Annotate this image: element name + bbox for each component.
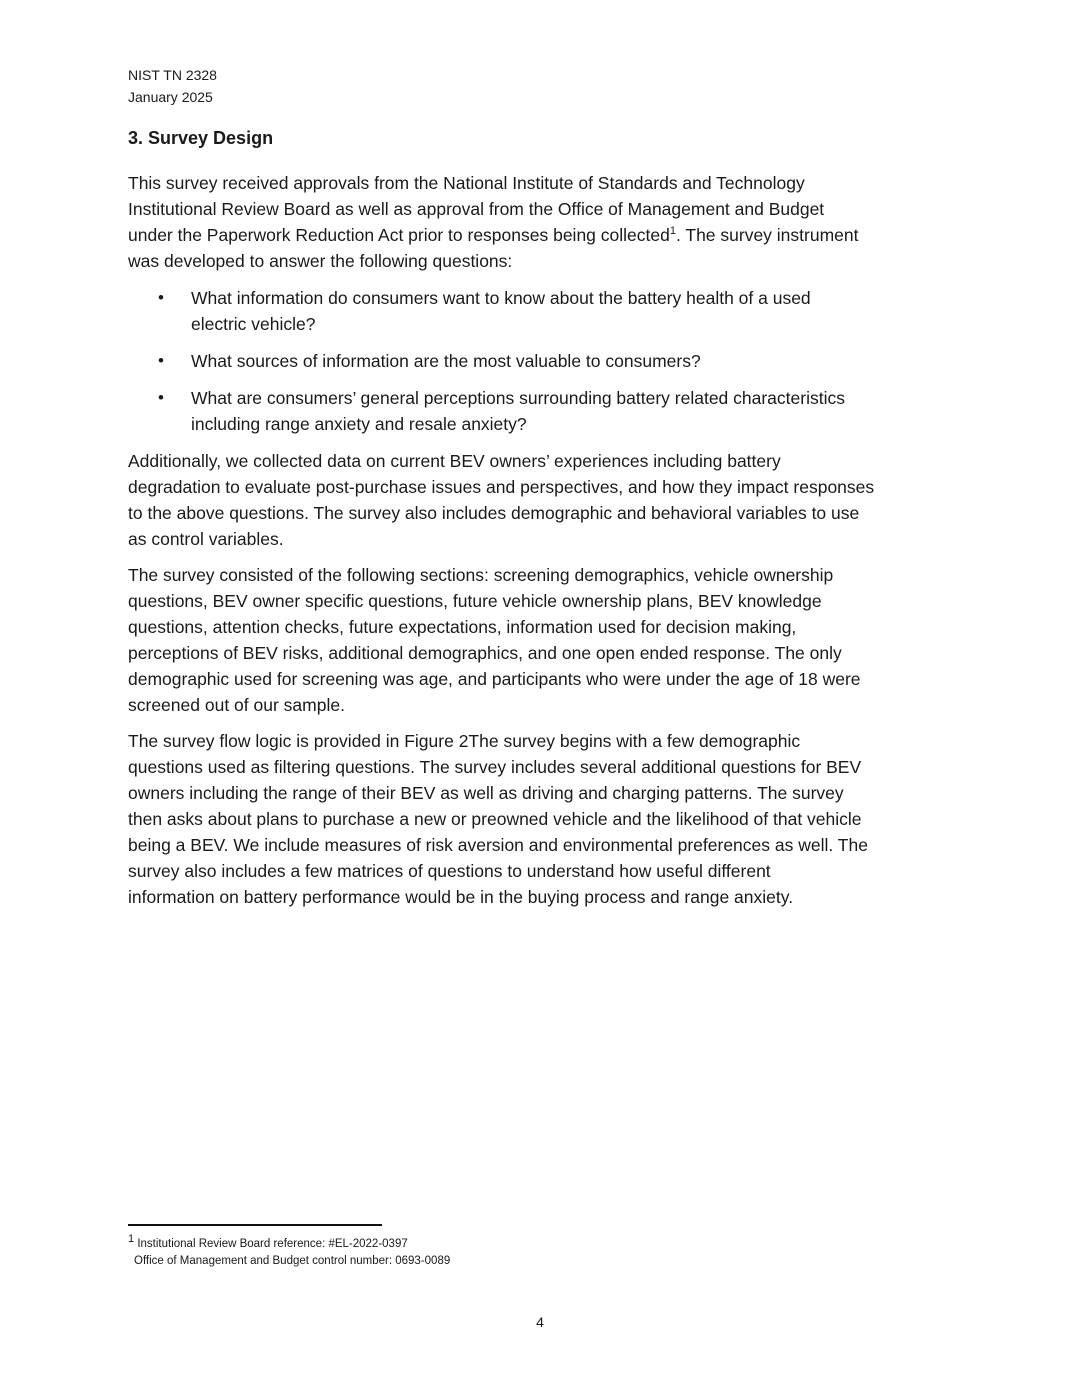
text-line: questions, BEV owner specific questions, future vehicle ownership plans, BEV knowledge <box>128 591 822 611</box>
text-line: information on battery performance would be in the buying process and range anxiety. <box>128 887 794 907</box>
text-line: was developed to answer the following questions: <box>128 251 513 271</box>
text-line: then asks about plans to purchase a new or preowned vehicle and the likelihood of that vehicle <box>128 809 862 829</box>
text-line <box>128 222 859 248</box>
text-line: What are consumers’ general perceptions surrounding battery related characteristics <box>191 388 845 408</box>
footnote-divider <box>128 1224 382 1226</box>
text-line: degradation to evaluate post-purchase issues and perspectives, and how they impact responses <box>128 477 875 497</box>
footnote <box>128 1233 451 1270</box>
footnote-line <box>128 1233 450 1253</box>
bullet-icon: • <box>158 388 164 407</box>
footnote-line: Office of Management and Budget control number: 0693-0089 <box>134 1255 451 1267</box>
page-number: 4 <box>536 1314 544 1330</box>
text-line: What sources of information are the most valuable to consumers? <box>191 351 701 371</box>
text-line: What information do consumers want to know about the battery health of a used <box>191 288 811 308</box>
bullet-icon: • <box>158 288 164 307</box>
text-line: being a BEV. We include measures of risk aversion and environmental preferences as well. The <box>128 835 868 855</box>
text-line: Additionally, we collected data on current BEV owners’ experiences including battery <box>128 451 781 471</box>
text-line: including range anxiety and resale anxiety? <box>191 414 527 434</box>
text: Institutional Review Board reference: #EL-2022-0397 <box>137 1238 408 1250</box>
text-line: screened out of our sample. <box>128 695 345 715</box>
doc-id: NIST TN 2328 <box>128 67 217 83</box>
text-line: as control variables. <box>128 529 284 549</box>
bullet-item <box>158 285 811 337</box>
paragraph-3 <box>128 562 861 718</box>
text-line: owners including the range of their BEV as well as driving and charging patterns. The survey <box>128 783 844 803</box>
text: under the Paperwork Reduction Act prior to responses being collected <box>128 225 670 245</box>
text-line: questions, attention checks, future expectations, information used for decision making, <box>128 617 797 637</box>
text-line: survey also includes a few matrices of questions to understand how useful different <box>128 861 771 881</box>
bullet-item <box>158 385 845 437</box>
paragraph-2 <box>128 448 874 552</box>
text-line: The survey consisted of the following sections: screening demographics, vehicle ownership <box>128 565 834 585</box>
text-line: demographic used for screening was age, and participants who were under the age of 18 were <box>128 669 861 689</box>
text: . The survey instrument <box>675 225 859 245</box>
paragraph-1 <box>128 170 859 274</box>
text-line: to the above questions. The survey also includes demographic and behavioral variables to use <box>128 503 860 523</box>
running-header <box>128 64 217 108</box>
text-line: Institutional Review Board as well as approval from the Office of Management and Budget <box>128 199 825 219</box>
bullet-item <box>158 348 701 374</box>
footnote-marker: 1 <box>128 1233 135 1246</box>
bullet-icon: • <box>158 351 164 370</box>
text-line: questions used as filtering questions. The survey includes several additional questions for BEV <box>128 757 862 777</box>
section-title: 3. Survey Design <box>128 128 274 148</box>
text-line: The survey flow logic is provided in Figure 2The survey begins with a few demographic <box>128 731 801 751</box>
text-line: electric vehicle? <box>191 314 316 334</box>
paragraph-4 <box>128 728 868 910</box>
doc-date: January 2025 <box>128 89 213 105</box>
text-line: perceptions of BEV risks, additional demographics, and one open ended response. The only <box>128 643 842 663</box>
footnote-ref[interactable]: 1 <box>669 225 676 238</box>
text-line: This survey received approvals from the National Institute of Standards and Technology <box>128 173 805 193</box>
